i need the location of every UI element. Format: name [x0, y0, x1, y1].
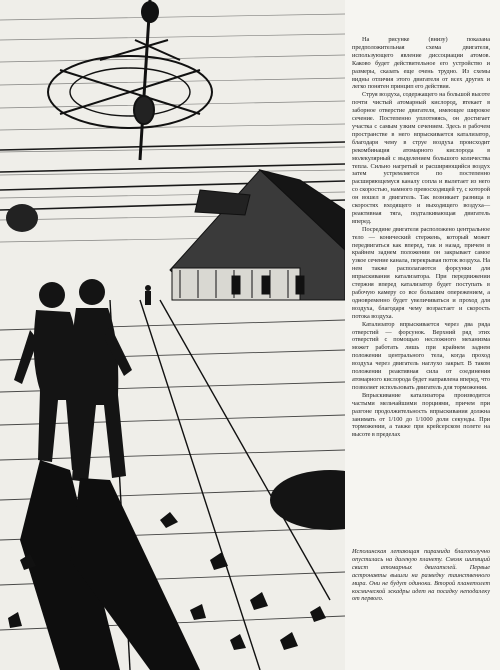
article-paragraph: Катализатор впрыскивается через два ряда отверстий — форсунок. Верхний ряд этих отверстий с помощью несложного механизма может работать лишь при крайнем заднем положении центрального тела, когда проход воздуха через двигатель наглухо закрыт. В таком положении реактивная сила от соединения атомарного кислорода будет направлена вперед, что позволяет использовать двигатель для торможения.	[352, 320, 490, 391]
astronaut-shadows	[20, 460, 200, 670]
article-paragraph: Впрыскивание катализатора производится частыми мельчайшими порциями, причем при разгоне продолжительность впрыскивания должна занимать от 1/100 до 1/1000 доли секунды. При торможении, а также при крейсерском полете на высоте в пределах	[352, 391, 490, 439]
illustration-caption: Исполинская летающая пирамида благополучно опустилась на далекую планету. Смолк шипящий свист атомарных двигателей. Первые астронавты вышли на разведку таинственного мира. Они не будут одиноки. Второй планетолет космической эскадры идет на посадку неподалеку от первого.	[352, 548, 490, 603]
article-body	[352, 36, 490, 439]
landed-pyramid-ship	[170, 170, 345, 300]
article-column	[352, 36, 490, 439]
article-paragraph: Струя воздуха, содержащего на большой высоте почти чистый атомарный кислород, втекает в заборное отверстие двигателя, имеющее широкое сечение. Постепенно уплотняясь, он достигает участка с самым узким сечением. Здесь в рабочем пространстве в него впрыскивается катализатор, благодаря чему в струе воздуха происходит рекомбинация атомарного кислорода в молекулярный с выделением большого количества тепла. Сильно нагретый и расширяющийся воздух затем устремляется по постепенно расширяющемуся каналу сопла и вылетает из него со скоростью, намного превосходящей ту, с которой он вошел в двигатель. Так возникает разница в скоростях входящего и выходящего воздуха—реактивная тяга, подталкивающая двигатель вперед.	[352, 91, 490, 225]
article-paragraph: На рисунке (внизу) показана предположительная схема двигателя, использующего явление диссоциации атомов. Каково будет действительное его устройство и размеры, сказать еще очень трудно. Из схемы видны отличия этого двигателя от всех других и легко понятен принцип его действия.	[352, 36, 490, 91]
astronaut-figures	[14, 279, 151, 482]
hovering-spacecraft	[48, 0, 212, 160]
article-paragraph: Посредине двигателя расположено центральное тело — конический стержень, который может передвигаться как вперед, так и назад, причем в крайнем заднем положении он закрывает самое узкое сечение канала, перекрывая поток воздуха. На нем также располагаются форсунки для впрыскивания катализатора. При передвижении стержня вперед катализатор будет поступать в рабочую камеру со все большим опережением, а одновременно будет увеличиваться и проход для воздуха, благодаря чему возрастает и скорость потока воздуха.	[352, 225, 490, 320]
